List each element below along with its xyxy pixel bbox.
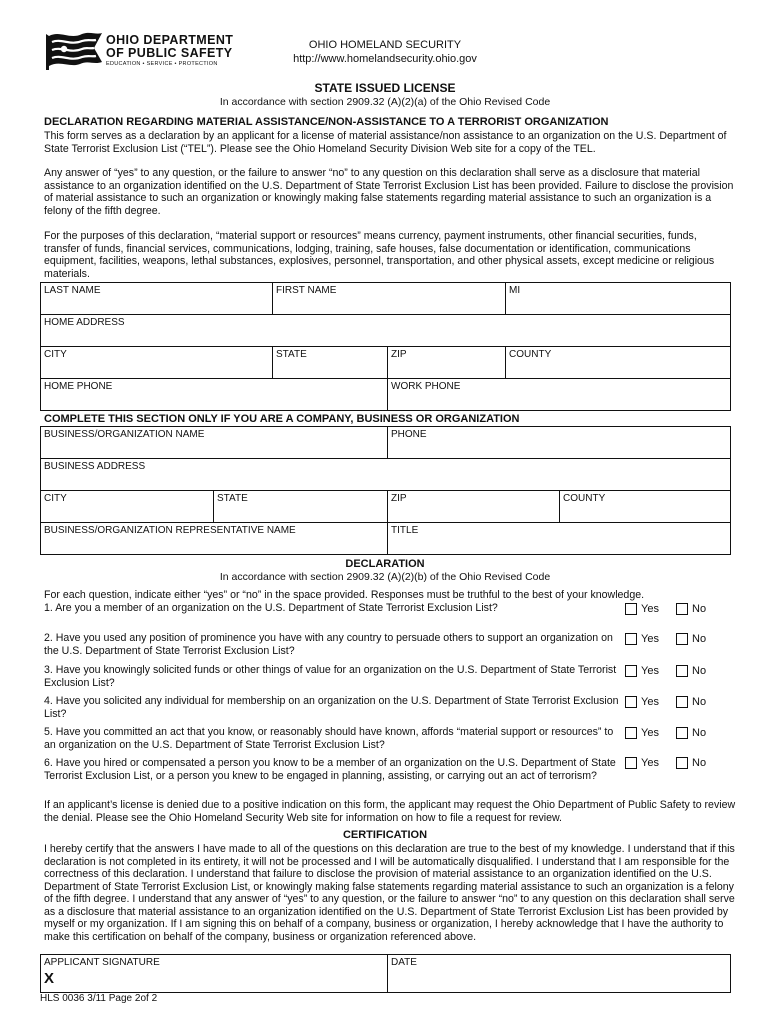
no-label: No — [692, 696, 707, 708]
checkbox-box — [676, 633, 688, 645]
business-section-heading: COMPLETE THIS SECTION ONLY IF YOU ARE A COMPANY, BUSINESS OR ORGANIZATION — [44, 413, 520, 425]
zip-field[interactable]: ZIP — [388, 347, 506, 379]
business-county-field[interactable]: COUNTY — [560, 491, 731, 523]
q2-no-checkbox[interactable] — [676, 633, 706, 645]
intro-paragraph-2: Any answer of “yes” to any question, or the failure to answer “no” to any question on this declaration shall serve as a disclosure that material assistance to an organization identified on the U.S. Department of State Terrorist Exclusion List has been provided. Failure to disclose the provision of material assistance to such an organization or knowingly making false statements regarding material assistance to such an organization is a felony of the fifth degree. — [44, 167, 734, 217]
home-phone-field[interactable]: HOME PHONE — [41, 379, 388, 411]
last-name-field[interactable]: LAST NAME — [41, 283, 273, 315]
agency-name: OHIO HOMELAND SECURITY — [308, 39, 462, 51]
org-tagline: EDUCATION • SERVICE • PROTECTION — [106, 61, 218, 67]
no-label: No — [692, 665, 707, 677]
business-city-field[interactable]: CITY — [41, 491, 214, 523]
applicant-info-table — [40, 282, 731, 411]
date-label: DATE — [391, 957, 417, 968]
q4-no-checkbox[interactable] — [676, 696, 706, 708]
declaration-subheading: In accordance with section 2909.32 (A)(2)(b) of the Ohio Revised Code — [219, 571, 551, 583]
intro-paragraph-1: This form serves as a declaration by an applicant for a license of material assistance/non assistance to an organization on the U.S. Department of State Terrorist Exclusion List (“TEL”). Please see the Ohio Homeland Security Division Web site for a copy of the TEL. — [44, 130, 727, 155]
question-3: 3. Have you knowingly solicited funds or other things of value for an organization on the U.S. Department of State Terrorist Exclusion List? — [44, 664, 617, 689]
yes-label: Yes — [641, 727, 659, 739]
yes-label: Yes — [641, 665, 659, 677]
checkbox-box — [625, 727, 637, 739]
org-name-line2: OF PUBLIC SAFETY — [106, 46, 233, 60]
applicant-signature-field[interactable] — [41, 955, 388, 993]
checkbox-box — [625, 665, 637, 677]
yes-label: Yes — [641, 696, 659, 708]
checkbox-box — [676, 727, 688, 739]
denial-note: If an applicant’s license is denied due to a positive indication on this form, the applicant may request the Ohio Department of Public Safety to review the denial. Please see the Ohio Homeland Security Web site for information on how to file a request for review. — [44, 799, 736, 824]
q5-yes-checkbox[interactable] — [625, 727, 659, 739]
checkbox-box — [676, 665, 688, 677]
form-subtitle: In accordance with section 2909.32 (A)(2)(a) of the Ohio Revised Code — [219, 96, 551, 108]
mi-field[interactable] — [506, 283, 731, 315]
no-label: No — [692, 633, 707, 645]
checkbox-box — [625, 603, 637, 615]
yes-label: Yes — [641, 603, 659, 615]
form-footer: HLS 0036 3/11 Page 2of 2 — [40, 993, 158, 1004]
q6-yes-checkbox[interactable] — [625, 757, 659, 769]
question-5: 5. Have you committed an act that you know, or reasonably should have known, affords “material support or resources” to an organization on the U.S. Department of State Terrorist Exclusion List? — [44, 726, 614, 751]
question-1: 1. Are you a member of an organization on the U.S. Department of State Terrorist Exclusion List? — [44, 602, 498, 614]
q1-yes-checkbox[interactable] — [625, 603, 659, 615]
home-address-field[interactable]: HOME ADDRESS — [41, 315, 731, 347]
q3-yes-checkbox[interactable] — [625, 665, 659, 677]
intro-paragraph-3: For the purposes of this declaration, “material support or resources” means currency, payment instruments, other financial securities, funds, transfer of funds, financial services, communications, lodging, training, safe houses, false documentation or identification, communications equipment, facilities, weapons, lethal substances, explosives, personnel, transportation, and other physical assets, except medicine or religious materials. — [44, 230, 715, 280]
county-field[interactable]: COUNTY — [506, 347, 731, 379]
yes-label: Yes — [641, 633, 659, 645]
q2-yes-checkbox[interactable] — [625, 633, 659, 645]
ohio-flag-icon — [44, 28, 104, 72]
business-address-field[interactable]: BUSINESS ADDRESS — [41, 459, 731, 491]
q5-no-checkbox[interactable] — [676, 727, 706, 739]
q1-no-checkbox[interactable] — [676, 603, 706, 615]
declaration-section-heading: DECLARATION — [345, 558, 425, 570]
signature-x-mark: X — [44, 970, 55, 987]
no-label: No — [692, 727, 707, 739]
declaration-instructions: For each question, indicate either “yes” or “no” in the space provided. Responses must be truthful to the best of your knowledge. — [44, 589, 645, 601]
certification-text: I hereby certify that the answers I have made to all of the questions on this declaration are true to the best of my knowledge. I understand that if this declaration is not completed in its entirety, it will not be processed and I will be automatically disqualified. I understand that I am responsible for the correctness of this declaration. I understand that failure to disclose the provision of material assistance to an organization identified on the U.S. Department of State Terrorist Exclusion List, or knowingly making false statements regarding material assistance to such an organization is a felony of the fifth degree. I understand that any answer of “yes” to any question, or the failure to answer “no” to any question on this declaration shall serve as a disclosure that material assistance to an organization identified on the U.S. Department of State Terrorist Exclusion List has been provided by myself or my organization. If I am signing this on behalf of a company, business or organization, I hereby acknowledge that I have the authority to make this certification on behalf of the company, business or organization referenced above. — [44, 843, 735, 943]
checkbox-box — [676, 696, 688, 708]
state-field[interactable]: STATE — [273, 347, 388, 379]
first-name-field[interactable]: FIRST NAME — [273, 283, 506, 315]
rep-title-field[interactable]: TITLE — [388, 523, 731, 555]
checkbox-box — [676, 603, 688, 615]
ohio-dps-logo — [44, 28, 244, 72]
agency-url[interactable]: http://www.homelandsecurity.ohio.gov — [293, 53, 477, 65]
work-phone-field[interactable]: WORK PHONE — [388, 379, 731, 411]
question-4: 4. Have you solicited any individual for membership on an organization on the U.S. Department of State Terrorist Exclusion List? — [44, 695, 619, 720]
yes-label: Yes — [641, 757, 659, 769]
mi-label: MI — [509, 285, 521, 296]
business-state-field[interactable]: STATE — [214, 491, 388, 523]
q3-no-checkbox[interactable] — [676, 665, 706, 677]
signature-table — [40, 954, 731, 993]
no-label: No — [692, 603, 707, 615]
question-6: 6. Have you hired or compensated a person you know to be a member of an organization on the U.S. Department of State Terrorist Exclusion List, or a person you knew to be engaged in planning, assisting, or carrying out an act of terrorism? — [44, 757, 616, 782]
checkbox-box — [625, 757, 637, 769]
no-label: No — [692, 757, 707, 769]
rep-name-field[interactable]: BUSINESS/ORGANIZATION REPRESENTATIVE NAME — [41, 523, 388, 555]
business-info-table — [40, 426, 731, 555]
business-phone-field[interactable]: PHONE — [388, 427, 731, 459]
checkbox-box — [676, 757, 688, 769]
declaration-heading: DECLARATION REGARDING MATERIAL ASSISTANCE/NON-ASSISTANCE TO A TERRORIST ORGANIZATION — [44, 116, 609, 128]
checkbox-box — [625, 696, 637, 708]
org-name-line1: OHIO DEPARTMENT — [106, 33, 234, 47]
business-name-field[interactable]: BUSINESS/ORGANIZATION NAME — [41, 427, 388, 459]
form-title: STATE ISSUED LICENSE — [314, 81, 456, 95]
q6-no-checkbox[interactable] — [676, 757, 706, 769]
q4-yes-checkbox[interactable] — [625, 696, 659, 708]
city-field[interactable]: CITY — [41, 347, 273, 379]
date-field[interactable] — [388, 955, 731, 993]
question-2: 2. Have you used any position of prominence you have with any country to persuade others to support an organization on the U.S. Department of State Terrorist Exclusion List? — [44, 632, 613, 657]
business-zip-field[interactable]: ZIP — [388, 491, 560, 523]
agency-block — [250, 38, 520, 66]
checkbox-box — [625, 633, 637, 645]
applicant-signature-label: APPLICANT SIGNATURE — [44, 957, 160, 968]
certification-heading: CERTIFICATION — [342, 829, 428, 841]
